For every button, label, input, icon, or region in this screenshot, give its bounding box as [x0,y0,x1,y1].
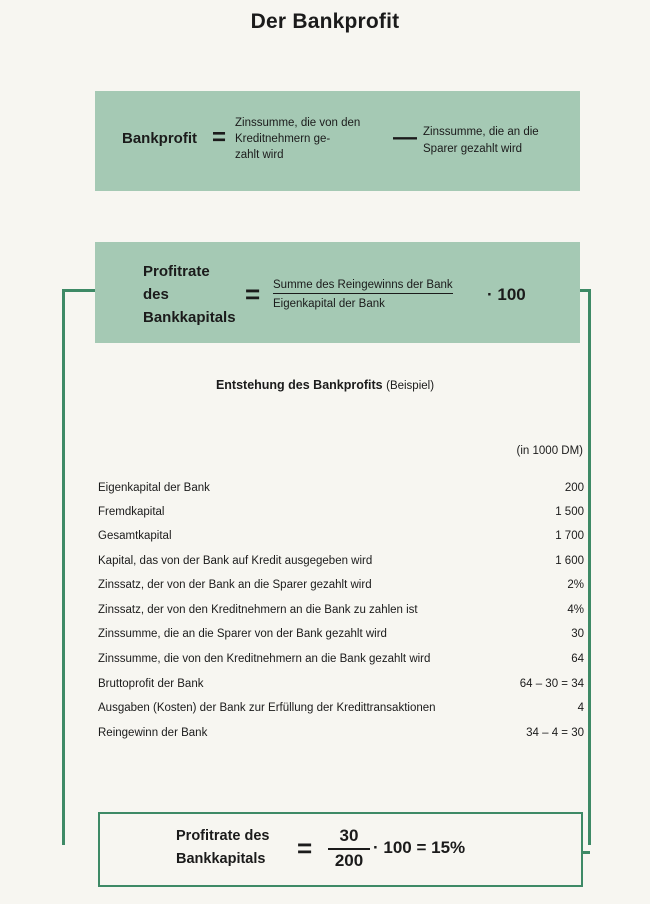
row-label: Ausgaben (Kosten) der Bank zur Erfüllung der Kredittransaktionen [98,702,436,714]
row-label: Zinssatz, der von der Bank an die Sparer gezahlt wird [98,579,372,591]
term-line: Zinssumme, die an die [423,126,539,138]
formula-lhs: Bankprofit [122,130,197,147]
row-value: 30 [571,628,584,640]
row-value: 4 [577,702,584,714]
unit-label: (in 1000 DM) [516,445,583,457]
result-value: · 100 = 15% [373,838,466,857]
table-title [0,378,650,392]
formula-lhs [176,825,269,871]
term-line: Sparer gezahlt wird [423,143,523,155]
table-title-paren: (Beispiel) [386,380,435,392]
result-formula-box [98,812,583,887]
row-value: 200 [564,482,584,494]
row-label: Zinssumme, die an die Sparer von der Bank gezahlt wird [98,628,387,640]
row-value: 34 – 4 = 30 [526,727,584,739]
profitrate-formula-box [95,242,580,343]
fraction-denominator: 200 [334,851,364,870]
row-label: Zinssumme, die von den Kreditnehmern an die Bank gezahlt wird [98,653,431,665]
row-value: 64 [571,653,584,665]
row-label: Gesamtkapital [98,530,172,542]
row-value: 2% [567,579,584,591]
table-frame [62,289,591,845]
equals-sign: = [212,124,227,151]
bankprofit-formula-box [95,91,580,191]
formula-term-1 [235,115,385,163]
row-label: Kapital, das von der Bank auf Kredit ausgegeben wird [98,555,373,567]
equals-sign: = [297,833,313,863]
row-label: Zinssatz, der von den Kreditnehmern an die Bank zu zahlen ist [98,604,418,616]
lhs-line: Profitrate des [176,828,270,844]
row-value: 1 700 [555,530,584,542]
row-label: Reingewinn der Bank [98,727,208,739]
minus-sign: — [393,124,417,151]
formula-lhs [143,260,236,329]
lhs-line: Bankkapitals [176,851,266,867]
row-label: Fremdkapital [98,506,165,518]
row-label: Eigenkapital der Bank [98,482,210,494]
term-line: zahlt wird [235,149,284,161]
frame-edge [583,851,590,854]
lhs-line: Profitrate [143,263,210,280]
fraction-denominator: Eigenkapital der Bank [273,298,385,310]
lhs-line: Bankkapitals [143,309,236,326]
page-title: Der Bankprofit [250,10,400,33]
row-value: 64 – 30 = 34 [519,678,584,690]
fraction-numerator: 30 [328,826,370,850]
row-value: 4% [567,604,584,616]
row-value: 1 600 [555,555,584,567]
fraction-numerator: Summe des Reingewinns der Bank [273,279,453,294]
row-value: 1 500 [555,506,584,518]
term-line: Kreditnehmern ge- [235,133,331,145]
frame-edge [62,289,97,292]
multiplier: · 100 [487,285,526,304]
term-line: Zinssumme, die von den [235,117,361,129]
frame-edge [580,289,588,292]
formula-term-2 [423,124,563,158]
equals-sign: = [245,279,261,309]
lhs-line: des [143,286,169,303]
table-title-main: Entstehung des Bankprofits [215,378,383,392]
row-label: Bruttoprofit der Bank [98,678,204,690]
